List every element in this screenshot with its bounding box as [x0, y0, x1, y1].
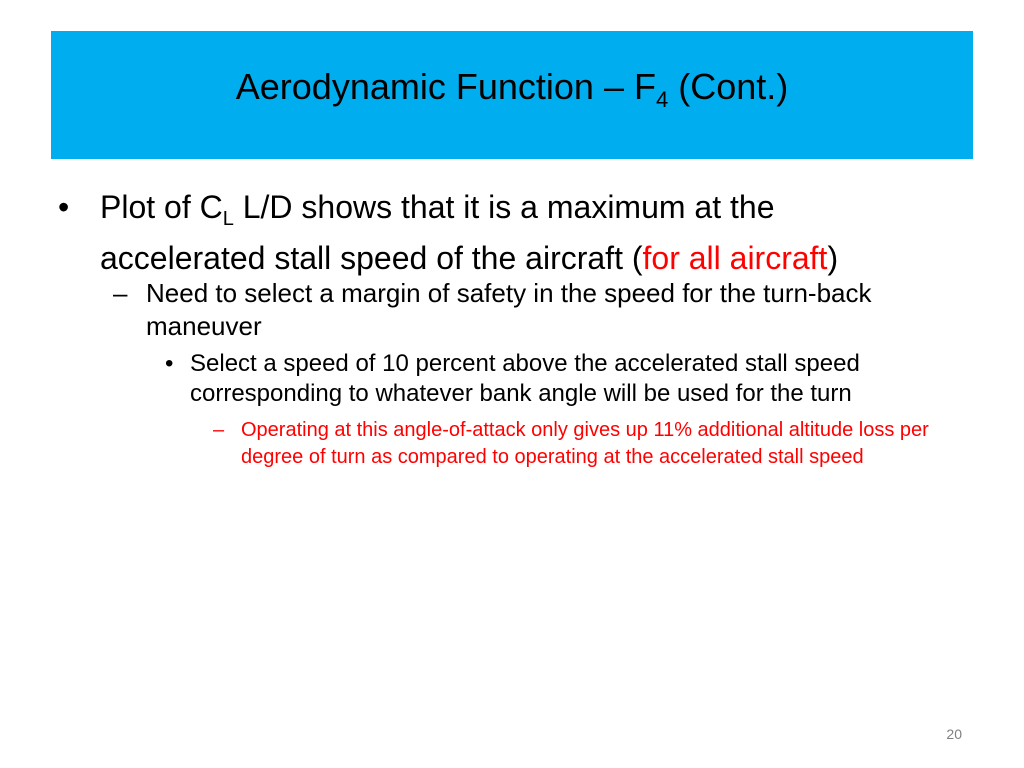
bullet-marker-level4: –	[213, 419, 225, 441]
bullet-level1-subscript: L	[222, 208, 234, 230]
title-bar	[51, 31, 973, 159]
bullet-marker-level2: –	[113, 278, 128, 308]
bullet-level4: Operating at this angle-of-attack only gives up 11% additional altitude loss per degree of turn as compared to operating at the accelerated stall speed	[241, 419, 929, 468]
title-main: Aerodynamic Function – F	[235, 66, 656, 107]
bullet-marker-level3: •	[165, 350, 174, 377]
bullet-level1-middle: L/D shows that it is a maximum at the accelerated stall speed of the aircraft (	[100, 189, 775, 276]
bullet-level1-prefix: Plot of C	[100, 189, 223, 225]
page-number: 20	[946, 726, 962, 742]
bullet-level1-suffix: )	[827, 240, 839, 276]
bullet-level1	[100, 188, 900, 278]
bullet-level3: Select a speed of 10 percent above the accelerated stall speed corresponding to whatever bank angle will be used for the turn	[190, 350, 860, 407]
slide-title	[235, 66, 789, 112]
title-suffix: (Cont.)	[668, 66, 789, 107]
bullet-level1-highlight: for all aircraft	[642, 240, 828, 276]
title-subscript: 4	[655, 87, 669, 112]
bullet-level2: Need to select a margin of safety in the speed for the turn-back maneuver	[146, 278, 872, 341]
bullet-marker-level1: •	[58, 189, 70, 225]
